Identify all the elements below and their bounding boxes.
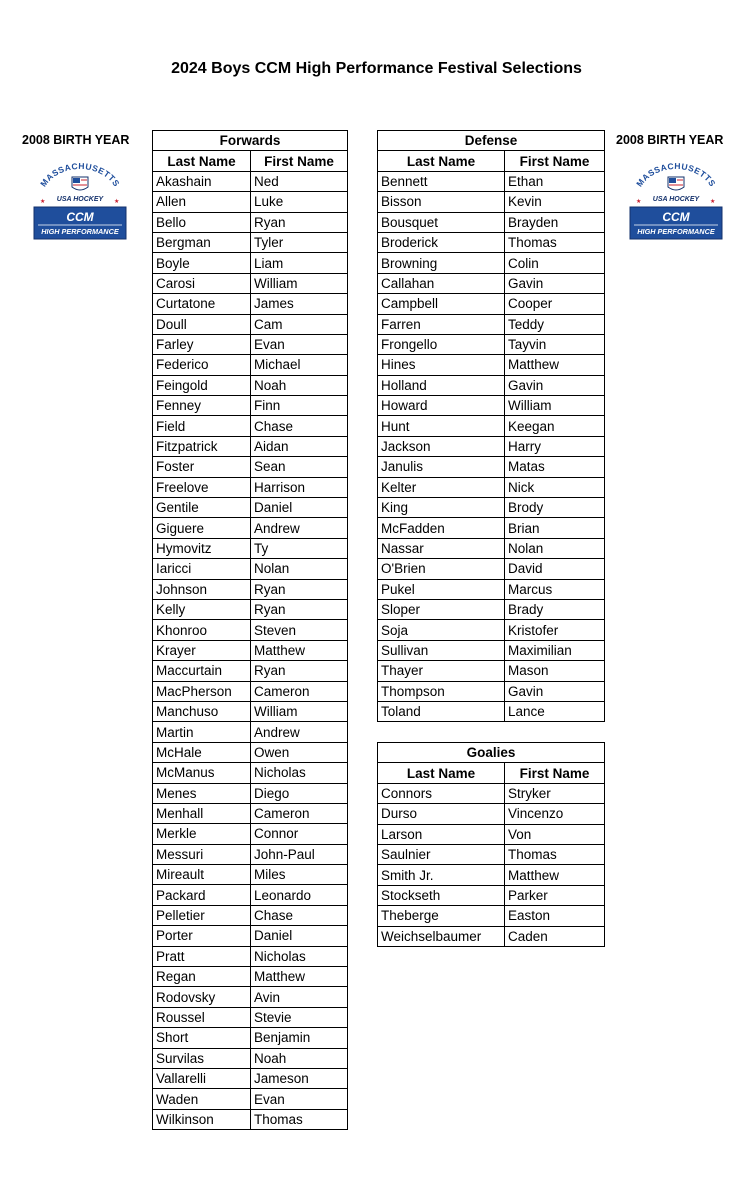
logo-arc-text: MASSACHUSETTS — [38, 163, 122, 189]
table-row — [378, 559, 605, 579]
table-row — [153, 192, 348, 212]
first-name-cell: Owen — [251, 742, 348, 762]
last-name-cell: Menes — [153, 783, 251, 803]
goalies-first-name-header: First Name — [505, 763, 605, 783]
first-name-cell: Chase — [251, 905, 348, 925]
first-name-cell: Stryker — [505, 783, 605, 803]
last-name-cell: Wilkinson — [153, 1109, 251, 1129]
table-row — [378, 396, 605, 416]
star-icon: ★ — [40, 199, 46, 205]
last-name-cell: Farren — [378, 314, 505, 334]
last-name-cell: Smith Jr. — [378, 865, 505, 885]
last-name-cell: Foster — [153, 457, 251, 477]
first-name-cell: Matthew — [505, 355, 605, 375]
first-name-cell: Matas — [505, 457, 605, 477]
table-row — [153, 967, 348, 987]
logo-ccm-text: CCM — [662, 210, 690, 224]
last-name-cell: Mireault — [153, 865, 251, 885]
first-name-cell: Noah — [251, 1048, 348, 1068]
last-name-cell: O'Brien — [378, 559, 505, 579]
first-name-cell: Harrison — [251, 477, 348, 497]
last-name-cell: King — [378, 498, 505, 518]
last-name-cell: Giguere — [153, 518, 251, 538]
last-name-cell: Broderick — [378, 232, 505, 252]
first-name-cell: Lance — [505, 701, 605, 721]
first-name-cell: Steven — [251, 620, 348, 640]
last-name-cell: Theberge — [378, 906, 505, 926]
first-name-cell: Nolan — [505, 538, 605, 558]
first-name-cell: David — [505, 559, 605, 579]
table-row — [153, 355, 348, 375]
birth-year-label-left: 2008 BIRTH YEAR — [22, 133, 130, 147]
defense-table — [377, 130, 605, 722]
last-name-cell: Short — [153, 1028, 251, 1048]
first-name-cell: Matthew — [251, 967, 348, 987]
table-row — [153, 824, 348, 844]
table-row — [153, 273, 348, 293]
first-name-cell: William — [251, 273, 348, 293]
last-name-cell: Weichselbaumer — [378, 926, 505, 946]
first-name-cell: Daniel — [251, 926, 348, 946]
table-row — [378, 314, 605, 334]
first-name-cell: Finn — [251, 396, 348, 416]
last-name-cell: Fitzpatrick — [153, 436, 251, 456]
table-row — [378, 457, 605, 477]
first-name-cell: Ryan — [251, 579, 348, 599]
table-row — [378, 253, 605, 273]
first-name-cell: Cam — [251, 314, 348, 334]
table-row — [378, 620, 605, 640]
last-name-cell: Stockseth — [378, 885, 505, 905]
table-row — [378, 640, 605, 660]
last-name-cell: Toland — [378, 701, 505, 721]
last-name-cell: Frongello — [378, 334, 505, 354]
first-name-cell: Leonardo — [251, 885, 348, 905]
first-name-cell: Gavin — [505, 681, 605, 701]
table-row — [153, 865, 348, 885]
table-row — [153, 1109, 348, 1129]
table-row — [378, 885, 605, 905]
last-name-cell: Saulnier — [378, 844, 505, 864]
table-row — [153, 334, 348, 354]
table-row — [378, 232, 605, 252]
table-row — [153, 763, 348, 783]
table-row — [153, 457, 348, 477]
last-name-cell: Merkle — [153, 824, 251, 844]
table-row — [378, 192, 605, 212]
table-row — [378, 518, 605, 538]
first-name-cell: Tayvin — [505, 334, 605, 354]
first-name-cell: Nolan — [251, 559, 348, 579]
mass-hockey-ccm-logo-right — [626, 163, 726, 243]
last-name-cell: Farley — [153, 334, 251, 354]
last-name-cell: Kelly — [153, 599, 251, 619]
first-name-cell: Thomas — [251, 1109, 348, 1129]
last-name-cell: Campbell — [378, 294, 505, 314]
first-name-cell: Luke — [251, 192, 348, 212]
last-name-cell: Connors — [378, 783, 505, 803]
table-row — [153, 885, 348, 905]
last-name-cell: Sloper — [378, 599, 505, 619]
forwards-table — [152, 130, 348, 1130]
last-name-cell: Gentile — [153, 498, 251, 518]
table-row — [378, 783, 605, 803]
table-row — [378, 844, 605, 864]
table-row — [378, 701, 605, 721]
last-name-cell: Kelter — [378, 477, 505, 497]
last-name-cell: Field — [153, 416, 251, 436]
first-name-cell: Ryan — [251, 599, 348, 619]
first-name-cell: Cameron — [251, 803, 348, 823]
first-name-cell: Noah — [251, 375, 348, 395]
first-name-cell: Vincenzo — [505, 804, 605, 824]
table-row — [153, 1048, 348, 1068]
first-name-cell: Stevie — [251, 1007, 348, 1027]
first-name-cell: Matthew — [505, 865, 605, 885]
forwards-first-name-header: First Name — [251, 151, 348, 171]
table-row — [153, 599, 348, 619]
logo-ccm-text: CCM — [66, 210, 94, 224]
first-name-cell: Evan — [251, 334, 348, 354]
table-row — [153, 742, 348, 762]
last-name-cell: Durso — [378, 804, 505, 824]
first-name-cell: Kristofer — [505, 620, 605, 640]
first-name-cell: Kevin — [505, 192, 605, 212]
table-row — [153, 477, 348, 497]
table-row — [153, 294, 348, 314]
table-row — [153, 803, 348, 823]
last-name-cell: Bisson — [378, 192, 505, 212]
last-name-cell: Messuri — [153, 844, 251, 864]
last-name-cell: Packard — [153, 885, 251, 905]
table-row — [153, 681, 348, 701]
first-name-cell: Cameron — [251, 681, 348, 701]
table-row — [378, 804, 605, 824]
last-name-cell: McHale — [153, 742, 251, 762]
first-name-cell: Nicholas — [251, 946, 348, 966]
last-name-cell: Sullivan — [378, 640, 505, 660]
table-row — [378, 436, 605, 456]
last-name-cell: McManus — [153, 763, 251, 783]
table-row — [378, 212, 605, 232]
logo-high-performance-text: HIGH PERFORMANCE — [41, 227, 119, 236]
last-name-cell: Pukel — [378, 579, 505, 599]
last-name-cell: Roussel — [153, 1007, 251, 1027]
first-name-cell: Ned — [251, 171, 348, 191]
first-name-cell: Connor — [251, 824, 348, 844]
table-row — [378, 865, 605, 885]
last-name-cell: Allen — [153, 192, 251, 212]
table-row — [153, 171, 348, 191]
last-name-cell: Bennett — [378, 171, 505, 191]
last-name-cell: Martin — [153, 722, 251, 742]
defense-heading: Defense — [378, 131, 605, 151]
table-row — [153, 314, 348, 334]
first-name-cell: Benjamin — [251, 1028, 348, 1048]
forwards-heading: Forwards — [153, 131, 348, 151]
table-row — [153, 987, 348, 1007]
first-name-cell: Gavin — [505, 273, 605, 293]
table-row — [153, 661, 348, 681]
first-name-cell: Ryan — [251, 212, 348, 232]
first-name-cell: Nick — [505, 477, 605, 497]
first-name-cell: Brody — [505, 498, 605, 518]
last-name-cell: Feingold — [153, 375, 251, 395]
last-name-cell: Porter — [153, 926, 251, 946]
last-name-cell: Fenney — [153, 396, 251, 416]
table-row — [378, 416, 605, 436]
last-name-cell: Freelove — [153, 477, 251, 497]
first-name-cell: Ty — [251, 538, 348, 558]
first-name-cell: Easton — [505, 906, 605, 926]
first-name-cell: Caden — [505, 926, 605, 946]
last-name-cell: Rodovsky — [153, 987, 251, 1007]
last-name-cell: Nassar — [378, 538, 505, 558]
first-name-cell: Thomas — [505, 232, 605, 252]
first-name-cell: Andrew — [251, 722, 348, 742]
first-name-cell: Mason — [505, 661, 605, 681]
last-name-cell: Hymovitz — [153, 538, 251, 558]
table-row — [378, 824, 605, 844]
table-row — [153, 640, 348, 660]
table-row — [153, 436, 348, 456]
last-name-cell: Janulis — [378, 457, 505, 477]
table-row — [153, 1068, 348, 1088]
last-name-cell: Khonroo — [153, 620, 251, 640]
last-name-cell: Jackson — [378, 436, 505, 456]
table-row — [153, 701, 348, 721]
last-name-cell: Browning — [378, 253, 505, 273]
table-row — [378, 661, 605, 681]
first-name-cell: Thomas — [505, 844, 605, 864]
table-row — [153, 375, 348, 395]
first-name-cell: Teddy — [505, 314, 605, 334]
last-name-cell: Thompson — [378, 681, 505, 701]
last-name-cell: Soja — [378, 620, 505, 640]
first-name-cell: Keegan — [505, 416, 605, 436]
last-name-cell: Johnson — [153, 579, 251, 599]
first-name-cell: Chase — [251, 416, 348, 436]
goalies-table — [377, 742, 605, 947]
first-name-cell: Michael — [251, 355, 348, 375]
last-name-cell: Vallarelli — [153, 1068, 251, 1088]
first-name-cell: James — [251, 294, 348, 314]
last-name-cell: Hunt — [378, 416, 505, 436]
last-name-cell: Callahan — [378, 273, 505, 293]
first-name-cell: Harry — [505, 436, 605, 456]
logo-usa-hockey-text: USA HOCKEY — [652, 196, 700, 203]
first-name-cell: Aidan — [251, 436, 348, 456]
last-name-cell: Manchuso — [153, 701, 251, 721]
table-row — [378, 477, 605, 497]
last-name-cell: Akashain — [153, 171, 251, 191]
last-name-cell: Holland — [378, 375, 505, 395]
last-name-cell: Curtatone — [153, 294, 251, 314]
first-name-cell: Parker — [505, 885, 605, 905]
last-name-cell: Maccurtain — [153, 661, 251, 681]
last-name-cell: Waden — [153, 1089, 251, 1109]
logo-arc-text: MASSACHUSETTS — [634, 163, 718, 189]
table-row — [378, 498, 605, 518]
goalies-heading: Goalies — [378, 743, 605, 763]
forwards-last-name-header: Last Name — [153, 151, 251, 171]
first-name-cell: Maximilian — [505, 640, 605, 660]
first-name-cell: William — [505, 396, 605, 416]
first-name-cell: Gavin — [505, 375, 605, 395]
last-name-cell: Krayer — [153, 640, 251, 660]
table-row — [153, 579, 348, 599]
last-name-cell: Survilas — [153, 1048, 251, 1068]
first-name-cell: Cooper — [505, 294, 605, 314]
first-name-cell: Sean — [251, 457, 348, 477]
first-name-cell: Brayden — [505, 212, 605, 232]
last-name-cell: Thayer — [378, 661, 505, 681]
first-name-cell: Avin — [251, 987, 348, 1007]
table-row — [378, 294, 605, 314]
table-row — [153, 498, 348, 518]
table-row — [378, 375, 605, 395]
logo-usa-hockey-text: USA HOCKEY — [56, 196, 104, 203]
table-row — [378, 599, 605, 619]
last-name-cell: Pratt — [153, 946, 251, 966]
first-name-cell: Nicholas — [251, 763, 348, 783]
first-name-cell: John-Paul — [251, 844, 348, 864]
mass-hockey-ccm-logo-left — [30, 163, 130, 243]
table-row — [153, 212, 348, 232]
first-name-cell: Jameson — [251, 1068, 348, 1088]
last-name-cell: Hines — [378, 355, 505, 375]
table-row — [153, 396, 348, 416]
table-row — [153, 1007, 348, 1027]
table-row — [153, 905, 348, 925]
last-name-cell: Larson — [378, 824, 505, 844]
first-name-cell: Von — [505, 824, 605, 844]
last-name-cell: MacPherson — [153, 681, 251, 701]
table-row — [153, 722, 348, 742]
first-name-cell: Tyler — [251, 232, 348, 252]
table-row — [378, 355, 605, 375]
table-row — [378, 334, 605, 354]
first-name-cell: Brady — [505, 599, 605, 619]
table-row — [153, 946, 348, 966]
last-name-cell: Howard — [378, 396, 505, 416]
first-name-cell: William — [251, 701, 348, 721]
table-row — [378, 906, 605, 926]
table-row — [153, 1089, 348, 1109]
table-row — [153, 844, 348, 864]
goalies-last-name-header: Last Name — [378, 763, 505, 783]
last-name-cell: Doull — [153, 314, 251, 334]
table-row — [153, 559, 348, 579]
last-name-cell: Carosi — [153, 273, 251, 293]
last-name-cell: Bergman — [153, 232, 251, 252]
star-icon: ★ — [114, 199, 120, 205]
first-name-cell: Andrew — [251, 518, 348, 538]
table-row — [153, 538, 348, 558]
last-name-cell: Federico — [153, 355, 251, 375]
first-name-cell: Diego — [251, 783, 348, 803]
last-name-cell: Iaricci — [153, 559, 251, 579]
table-row — [153, 1028, 348, 1048]
last-name-cell: Bello — [153, 212, 251, 232]
star-icon: ★ — [636, 199, 642, 205]
table-row — [378, 538, 605, 558]
first-name-cell: Evan — [251, 1089, 348, 1109]
first-name-cell: Miles — [251, 865, 348, 885]
first-name-cell: Colin — [505, 253, 605, 273]
table-row — [153, 926, 348, 946]
first-name-cell: Marcus — [505, 579, 605, 599]
last-name-cell: Boyle — [153, 253, 251, 273]
table-row — [153, 783, 348, 803]
defense-last-name-header: Last Name — [378, 151, 505, 171]
table-row — [153, 253, 348, 273]
last-name-cell: Regan — [153, 967, 251, 987]
table-row — [153, 416, 348, 436]
first-name-cell: Ryan — [251, 661, 348, 681]
last-name-cell: McFadden — [378, 518, 505, 538]
defense-first-name-header: First Name — [505, 151, 605, 171]
table-row — [378, 171, 605, 191]
table-row — [153, 620, 348, 640]
last-name-cell: Menhall — [153, 803, 251, 823]
first-name-cell: Daniel — [251, 498, 348, 518]
first-name-cell: Ethan — [505, 171, 605, 191]
logo-high-performance-text: HIGH PERFORMANCE — [637, 227, 715, 236]
table-row — [378, 681, 605, 701]
birth-year-label-right: 2008 BIRTH YEAR — [616, 133, 724, 147]
first-name-cell: Brian — [505, 518, 605, 538]
last-name-cell: Pelletier — [153, 905, 251, 925]
table-row — [153, 232, 348, 252]
table-row — [378, 579, 605, 599]
last-name-cell: Bousquet — [378, 212, 505, 232]
star-icon: ★ — [710, 199, 716, 205]
first-name-cell: Matthew — [251, 640, 348, 660]
table-row — [378, 273, 605, 293]
table-row — [378, 926, 605, 946]
first-name-cell: Liam — [251, 253, 348, 273]
table-row — [153, 518, 348, 538]
page-title: 2024 Boys CCM High Performance Festival Selections — [171, 60, 582, 77]
